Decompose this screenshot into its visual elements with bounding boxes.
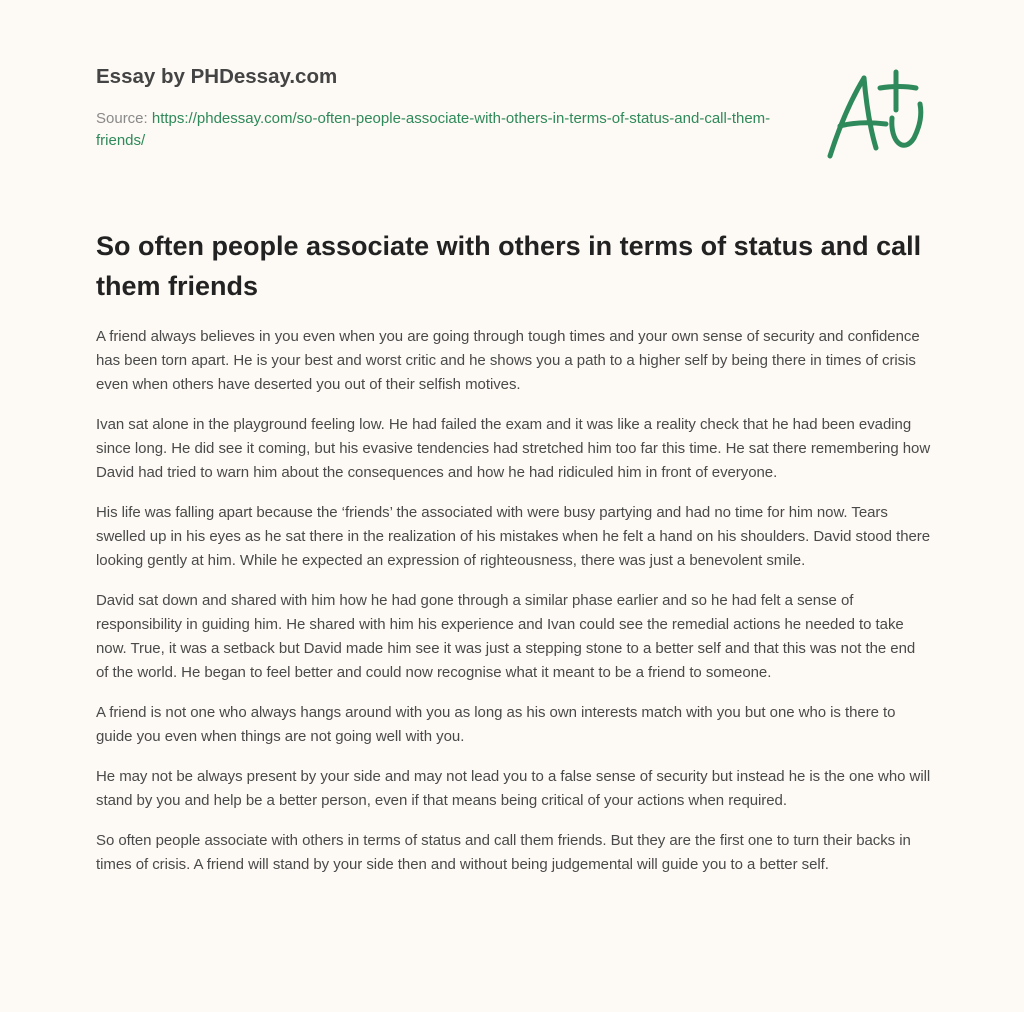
essay-paragraph: A friend is not one who always hangs around with you as long as his own interests match with you but one who is there to guide you even when things are not going well with you. xyxy=(96,704,896,745)
source-label: Source: xyxy=(96,110,148,127)
essay-body xyxy=(96,325,931,893)
essay-paragraph: So often people associate with others in terms of status and call them friends. But they are the first one to turn their backs in times of crisis. A friend will stand by your side then and without being judgemental will guide you to a better self. xyxy=(96,832,911,873)
essay-title: So often people associate with others in terms of status and call them friends xyxy=(96,231,922,301)
essay-paragraph: David sat down and shared with him how he had gone through a similar phase earlier and so he had felt a sense of responsibility in guiding him. He shared with him his experience and Ivan could see the remedial actions he needed to take now. True, it was a setback but David made him see it was just a stepping stone to a better self and that this was not the end of the world. He began to feel better and could now recognise what it meant to be a friend to someone. xyxy=(96,592,916,681)
a-plus-grade-logo-icon xyxy=(820,66,930,166)
source-line xyxy=(96,108,776,152)
site-title: Essay by PHDessay.com xyxy=(96,65,338,88)
source-link[interactable]: https://phdessay.com/so-often-people-associate-with-others-in-terms-of-status-and-call-them-friends/ xyxy=(96,110,771,149)
essay-header xyxy=(96,62,796,152)
essay-paragraph: His life was falling apart because the ‘friends’ the associated with were busy partying and had no time for him now. Tears swelled up in his eyes as he sat there in the realization of his mistakes when he felt a hand on his shoulders. David stood there looking gently at him. While he expected an expression of righteousness, there was just a benevolent smile. xyxy=(96,504,931,569)
essay-paragraph: Ivan sat alone in the playground feeling low. He had failed the exam and it was like a reality check that he had been evading since long. He did see it coming, but his evasive tendencies had stretched him too far this time. He sat there remembering how David had tried to warn him about the consequences and how he had ridiculed him in front of everyone. xyxy=(96,416,931,481)
essay-paragraph: A friend always believes in you even when you are going through tough times and your own sense of security and confidence has been torn apart. He is your best and worst critic and he shows you a path to a higher self by being there in times of crisis even when others have deserted you out of their selfish motives. xyxy=(96,328,920,393)
essay-paragraph: He may not be always present by your side and may not lead you to a false sense of security but instead he is the one who will stand by you and help be a better person, even if that means being critical of your actions when required. xyxy=(96,768,931,809)
